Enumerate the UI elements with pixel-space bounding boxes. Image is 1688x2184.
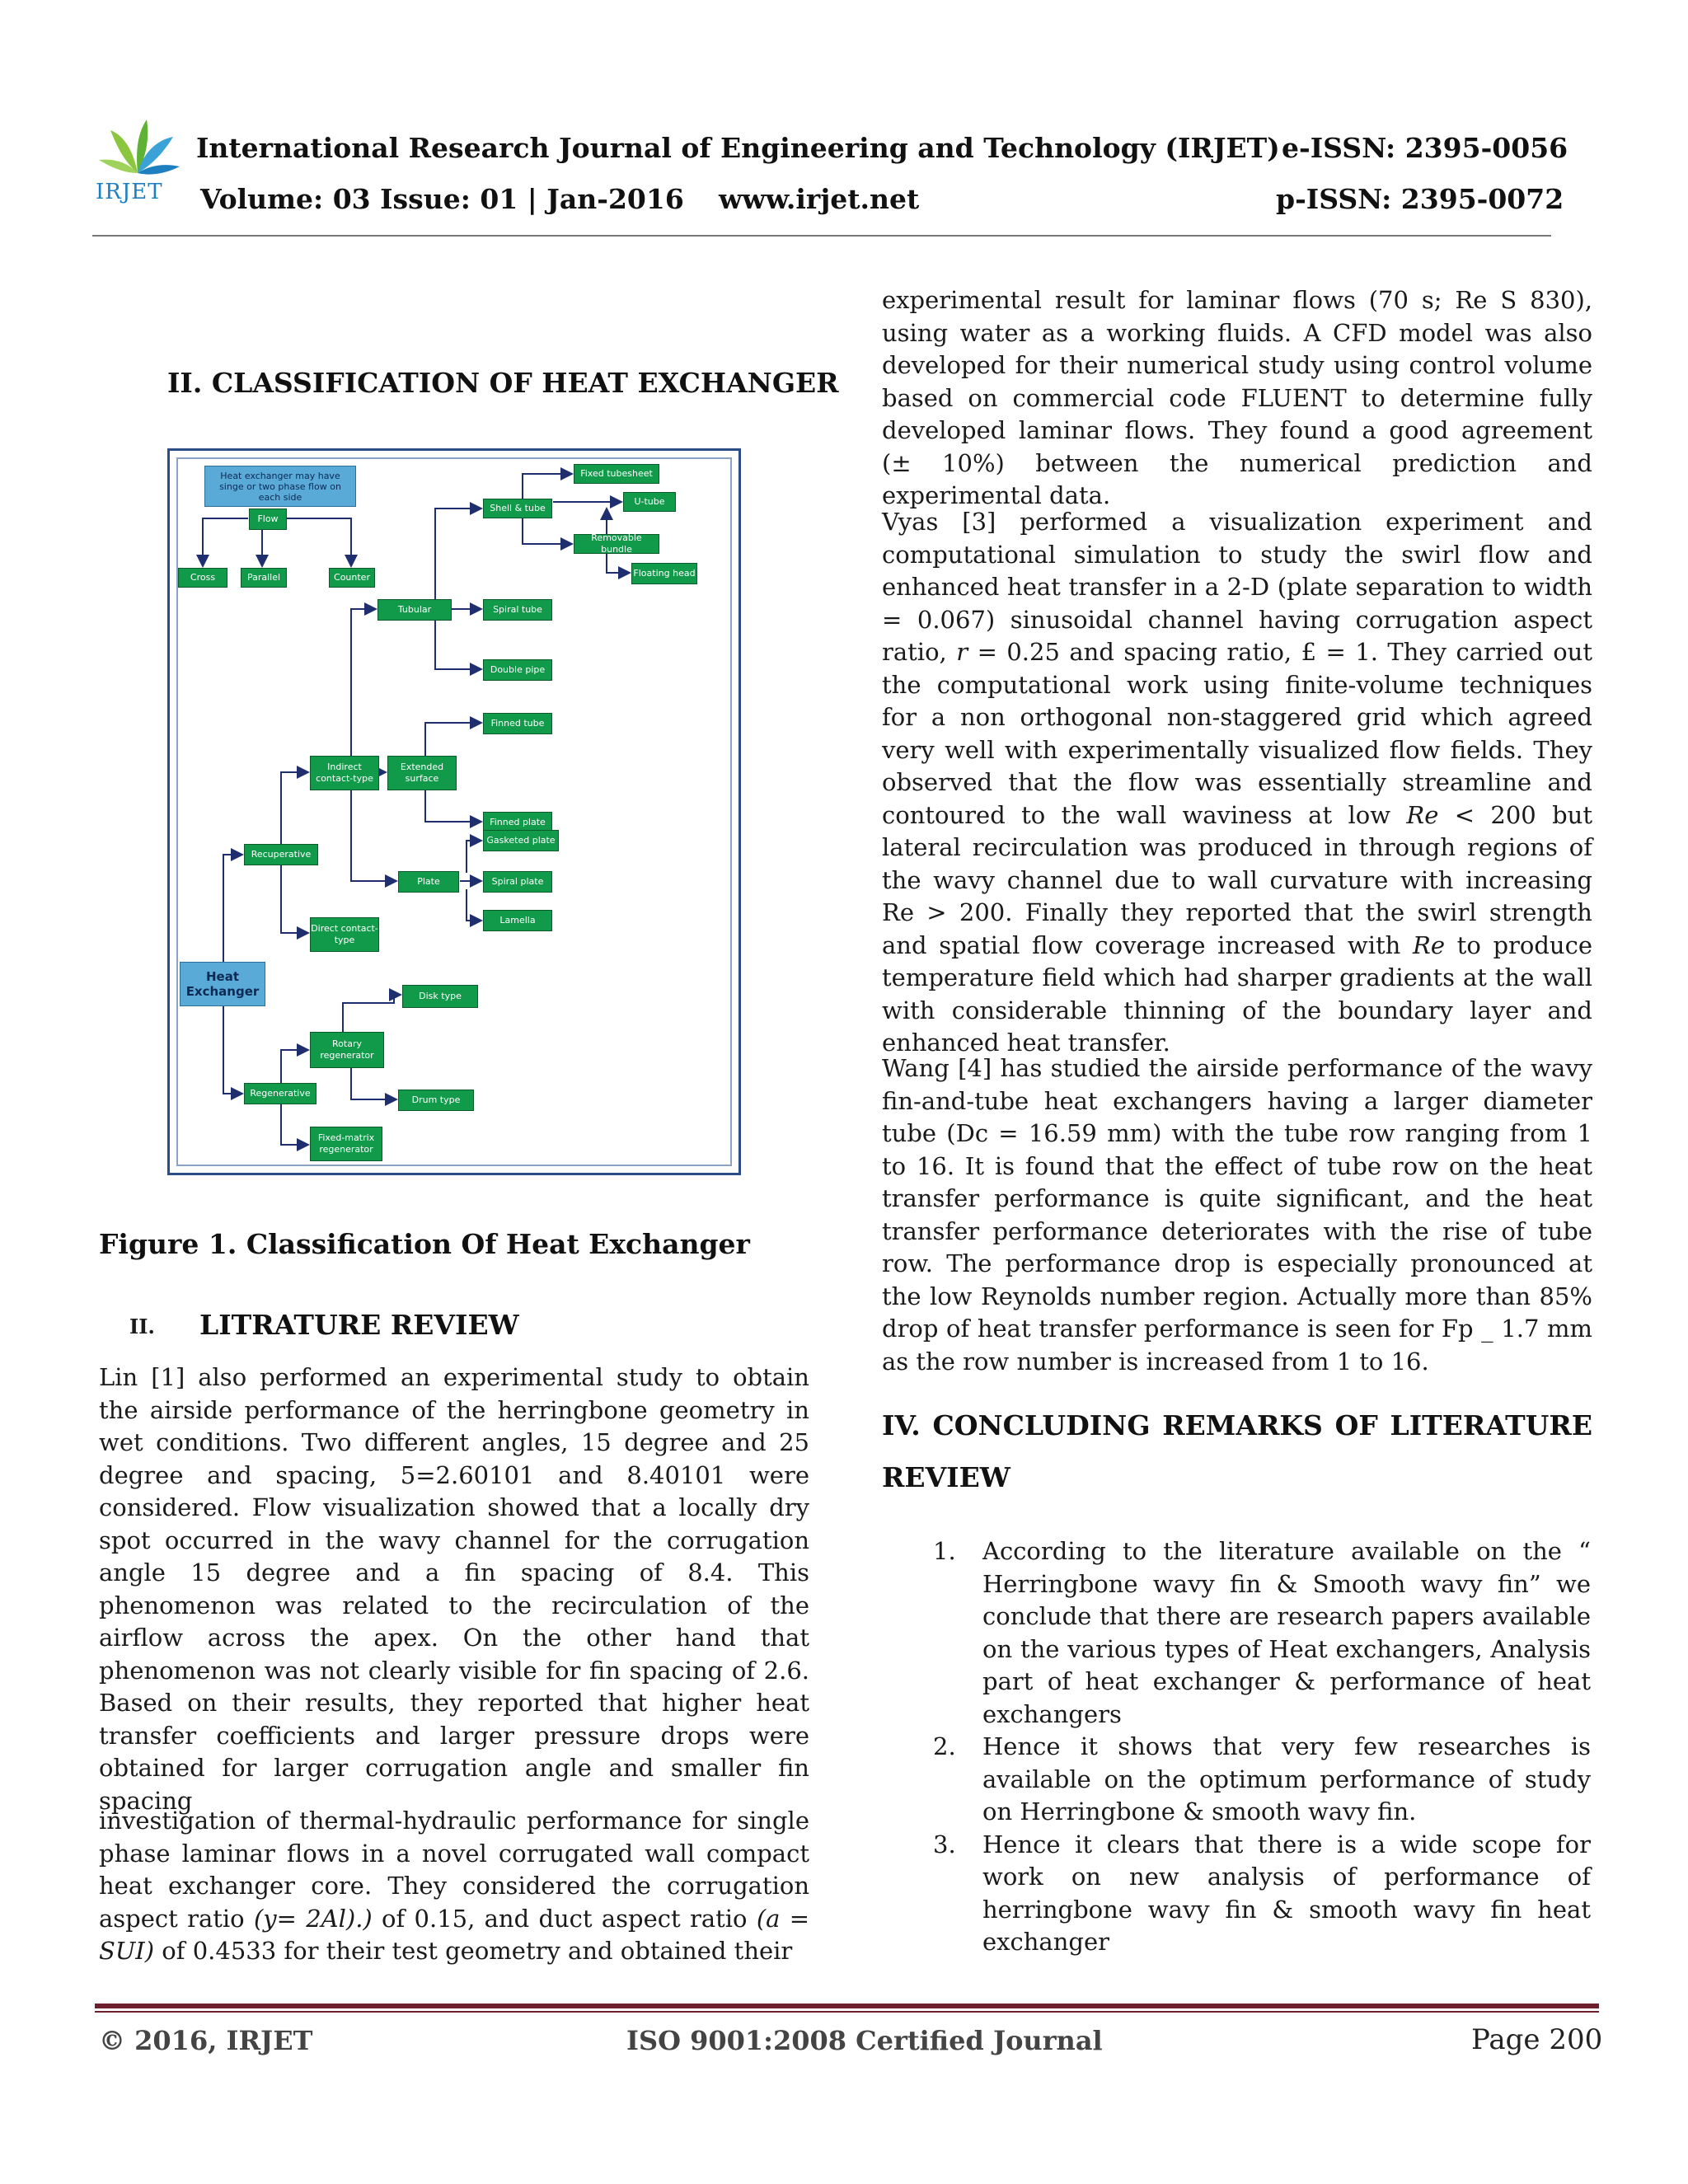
vyas-text-d: to produce temperature field which had sharper gradients at the wall with considerable thinning of the boundary layer and enhanced heat transfer. <box>882 930 1592 1057</box>
node-shell-tube: Shell & tube <box>483 499 552 518</box>
footer-copyright: © 2016, IRJET <box>99 2025 313 2056</box>
node-spiral-plate: Spiral plate <box>483 871 552 893</box>
node-tubular: Tubular <box>377 599 452 621</box>
pissn: p-ISSN: 2395-0072 <box>1276 183 1564 215</box>
vyas-re-2: Re <box>1413 930 1446 959</box>
lin-paragraph: Lin [1] also performed an experimental study to obtain the airside performance of the herringbone geometry in wet conditions. Two different angles, 15 degree and 25 degree and spacing, 5=2.60101 and 8.40101 were considered. Flow visualization showed that a locally dry spot occurred in the wavy channel for the corrugation angle 15 degree and a fin spacing of 8.4. This phenomenon was related to the recirculation of the airflow across the apex. On the other hand that phenomenon was not clearly visible for fin spacing of 2.6. Based on their results, they reported that higher heat transfer coefficients and larger pressure drops were obtained for larger corrugation angle and smaller fin spacing <box>99 1363 809 1815</box>
list-item <box>882 1731 1591 1829</box>
duct-ratio-formula: (a = SUI) <box>99 1904 810 1965</box>
footer-rule-thick <box>95 2004 1599 2008</box>
node-rotary: Rotary regenerator <box>310 1032 384 1068</box>
list-text: Hence it shows that very few researches is available on the optimum performance of study on Herringbone & smooth wavy fin. <box>982 1732 1591 1825</box>
node-drum-type: Drum type <box>398 1090 474 1111</box>
node-plate: Plate <box>398 871 459 893</box>
node-flow: Flow <box>249 509 287 530</box>
node-parallel: Parallel <box>241 568 287 588</box>
node-heat-exchanger: Heat Exchanger <box>180 962 265 1006</box>
node-direct: Direct contact-type <box>310 917 379 952</box>
node-counter: Counter <box>329 568 375 588</box>
node-note: Heat exchanger may have singe or two phase flow on each side <box>204 466 356 507</box>
journal-title: International Research Journal of Engineering and Technology (IRJET) <box>196 132 1280 164</box>
node-finned-tube: Finned tube <box>483 713 552 734</box>
lit-review-number: II. <box>129 1315 155 1338</box>
list-text: Hence it clears that there is a wide scope for work on new analysis of performance of herringbone wavy fin & smooth wavy fin heat exchanger <box>982 1830 1591 1956</box>
node-lamella: Lamella <box>483 910 552 931</box>
list-item <box>882 1535 1591 1731</box>
node-disk-type: Disk type <box>402 985 478 1008</box>
node-extended: Extended surface <box>387 756 457 790</box>
concluding-list <box>882 1535 1591 1959</box>
footer-rule-thin <box>95 2011 1599 2013</box>
lit-review-heading: LITRATURE REVIEW <box>199 1309 519 1341</box>
vyas-re-1: Re <box>1406 800 1439 829</box>
node-floating-head: Floating head <box>631 563 697 584</box>
list-number: 3. <box>933 1830 956 1858</box>
node-indirect: Indirect contact-type <box>310 756 379 790</box>
vyas-paragraph <box>882 506 1592 1060</box>
concluding-heading: IV. CONCLUDING REMARKS OF LITERATURE <box>882 1409 1592 1441</box>
journal-logo <box>92 115 183 214</box>
node-regenerative: Regenerative <box>244 1083 316 1104</box>
node-spiral-tube: Spiral tube <box>483 599 552 621</box>
investigation-paragraph <box>99 1805 809 1968</box>
node-double-pipe: Double pipe <box>483 659 552 681</box>
footer-iso: ISO 9001:2008 Certified Journal <box>626 2025 1103 2056</box>
node-cross: Cross <box>178 568 227 588</box>
eissn: e-ISSN: 2395-0056 <box>1282 132 1568 164</box>
node-fixed-matrix: Fixed-matrix regenerator <box>310 1127 382 1161</box>
list-text: According to the literature available on the “ Herringbone wavy fin & Smooth wavy fin” we conclude that there are research papers available on the various types of Heat exchangers, Analysis part of heat exchanger & performance of heat exchangers <box>982 1537 1591 1728</box>
figure-caption: Figure 1. Classification Of Heat Exchanger <box>99 1228 750 1260</box>
node-finned-plate: Finned plate <box>483 812 552 833</box>
vyas-text-b: = 0.25 and spacing ratio, £ = 1. They carried out the computational work using finite-volume techniques for a non orthogonal non-staggered grid which agreed very well with experimentally visualized flow fields. They observed that the flow was essentially streamline and contoured to the wall waviness at low <box>882 638 1592 829</box>
figure-classification-diagram <box>167 448 741 1175</box>
aspect-ratio-formula: (y= 2Al).) <box>253 1904 373 1933</box>
node-removable-bundle: Removable bundle <box>574 534 659 554</box>
volume-issue: Volume: 03 Issue: 01 | Jan-2016 <box>200 183 684 215</box>
investigation-text-a: investigation of thermal-hydraulic performance for single phase laminar flows in a novel corrugated wall compact heat exchanger core. They considered the corrugation aspect ratio <box>99 1807 809 1933</box>
vyas-text-c: < 200 but lateral recirculation was produced in through regions of the wavy channel due to wall curvature with increasing Re > 200. Finally they reported that the swirl strength and spatial flow coverage increased with <box>882 800 1592 959</box>
concluding-heading-cont: REVIEW <box>882 1461 1010 1493</box>
website-link[interactable]: www.irjet.net <box>719 183 920 215</box>
vyas-r: r <box>956 638 968 666</box>
node-fixed-tubesheet: Fixed tubesheet <box>574 464 659 484</box>
header-rule <box>92 235 1551 237</box>
logo-text: IRJET <box>96 180 163 204</box>
investigation-text-c: of 0.4533 for their test geometry and obtained their <box>154 1937 793 1965</box>
list-number: 2. <box>933 1732 956 1760</box>
vyas-text-a: Vyas [3] performed a visualization experiment and computational simulation to study the swirl flow and enhanced heat transfer in a 2-D (plate separation to width = 0.067) sinusoidal channel having corrugation aspect ratio, <box>882 508 1592 666</box>
node-u-tube: U-tube <box>623 492 676 512</box>
footer-page-number: Page 200 <box>1471 2023 1603 2056</box>
cfd-paragraph: experimental result for laminar flows (70 s; Re S 830), using water as a working fluids. A CFD model was also developed for their numerical study using control volume based on commercial code FLUENT to determine fully developed laminar flows. They found a good agreement (± 10%) between the numerical prediction and experimental data. <box>882 286 1592 509</box>
investigation-text-b: of 0.15, and duct aspect ratio <box>372 1904 757 1933</box>
section-heading-classification: II. CLASSIFICATION OF HEAT EXCHANGER <box>167 367 839 399</box>
diagram-connectors <box>170 451 738 1173</box>
node-recuperative: Recuperative <box>244 844 318 865</box>
node-gasketed-plate: Gasketed plate <box>483 830 559 851</box>
list-item <box>882 1829 1591 1959</box>
wang-paragraph: Wang [4] has studied the airside performance of the wavy fin-and-tube heat exchangers having a larger diameter tube (Dc = 16.59 mm) with the tube row ranging from 1 to 16. It is found that the effect of tube row on the heat transfer performance is quite significant, and the heat transfer performance deteriorates with the rise of tube row. The performance drop is especially pronounced at the low Reynolds number region. Actually more than 85% drop of heat transfer performance is seen for Fp _ 1.7 mm as the row number is increased from 1 to 16. <box>882 1054 1592 1376</box>
list-number: 1. <box>933 1537 956 1565</box>
